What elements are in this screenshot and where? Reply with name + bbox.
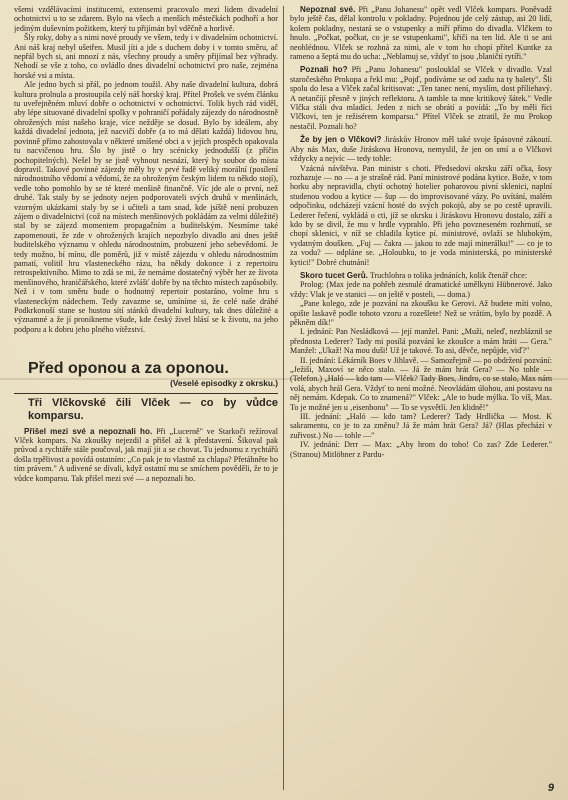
paragraph: II. jednání: Lékárník Boes v Jihlavě. — Samozřejmě — po obdržení pozvání: „Ježiši, Maxoví se něco stalo. — Já že mám hrát Gera? — No tohle — (Telefon.) „Haló — kdo tam — Vlček? Tady Boes, Jindro, co se stalo, Max nám volá, abych hrál Gera. Vždyť to není možné. Neovládám úlohou, ani postavu na něj nemám. Kdepak. Co to znamená?" Vlček: „Ale to bude mýlka. To víš, Max. To je možné jen u ‚eisenbonu" — To se vysvětlí. Jen klidně!" <box>290 355 552 412</box>
article-text: Při „Lucerně" ve Starkoči režíroval Vlček kompars. Na zkoušky nejezdil a přišel až k představení. Šikoval pak průvod a rychtáře stále poučoval, jak mají jít a se chovat. Tu jednomu z rychtářů došla trpělivost a povídá ostatním: „Co pak je to vlastně za chlapa? Přetáhněte ho tím právem." A udivené se dívali, když ostatní mu se smíchem pověděli, že to je vůdce komparsu. Tak přišel mezi své — a nepoznali ho. <box>14 426 278 483</box>
episode-paragraph <box>290 5 552 61</box>
episode-text: Truchlohra o tolika jednáních, kolik čtenář chce: <box>369 270 528 280</box>
episode-lead: Poznali ho? <box>300 65 348 75</box>
article-title: Tři Vlčkovské čili Vlček — co by vůdce komparsu. <box>28 396 278 422</box>
paragraph: Vzácná návštěva. Pan ministr s choti. Předsedoví okrsku září očka, šosy rozhazuje — no — a je strašně rád. Paní ministrové podána kytice. Bože, v tom horku aby nepravidla, chytí ochotný hotelier poharovou pivní sklenici, naplní studenou vodou a kytice — šup — do improvisované vázy. Po uvítání, malém odpočinku, odcházejí vzácní hosté do svých pokojů, aby se po cestě upravili. Lederer řečení, vykládá o cti, jíž se okrsku i Jiráskovu Hronovu dostalo, září a kdo by se divil, že mu v hrdle vyprahlo. Při jeho povzneseném rozhrnutí, se chopí sklenici, v níž se chladila kytice pí. ministrové, ovlaží se hlubokým, vydatným doušken. „Fuj — čakra — jakou to zde mají minerálku!" — co je to za vodu? — odpláne se. „Holoubku, to je voda ministerská, po ministerské kytici!" Dobré chutnání! <box>290 163 552 267</box>
right-column <box>290 5 552 792</box>
paragraph: IV. jednání: Drrr — Max: „Aby hrom do toho! Co zas? Zde Lederer." (Stranou) Mitlöhner z Pardu- <box>290 440 552 459</box>
episode-lead: Že by jen o Vlčkovi? <box>300 135 382 145</box>
section-subheadline: (Veselé episodky z okrsku.) <box>170 378 278 389</box>
paragraph: Prolog: (Max jede na pohřeb zesnulé dramatické umělkyni Hübnerové. Jako vždy: Vlak je ve stanici — on ještě v posteli, — doma.) <box>290 280 552 299</box>
article-paragraph <box>14 427 278 483</box>
episode-lead: Skoro tucet Gerů. <box>300 270 368 280</box>
paragraph: I. jednání: Pan Nesládková — její manžel. Pani: „Muži, neleď, nezbláznil se přednosta Lederer? Tady mi posílá pozvání ke zkoušce a mám hráti — Gera." Manžel: „Ukaž! Na mou duši! Už je takové. To asi, děvče, nepůjde, viď?" <box>290 327 552 356</box>
article-lead: Přišel mezi své a nepoznali ho. <box>24 426 153 436</box>
episode-lead: Nepoznal své. <box>300 5 356 14</box>
episode-paragraph <box>290 135 552 163</box>
paragraph: všemi vzdělávacími institucemi, extensemi pracovalo mezi lidem divadelní ochotnictví u to se zdarem. Bylo na všech a menších městečkách podhoří a hor jediným duševním požitkem, který tu přijímán byl vděčně a horlivě. <box>14 5 278 33</box>
section-rule <box>14 393 278 394</box>
paragraph: Šly roky, doby a s nimi nové proudy ve všem, tedy i v divadelním ochotnictví. Ani náš kraj nebyl ušetřen. Musil jíti a jde s duchem doby i v tomto směru, ač nepřál bych si, ani mnozí z nás, všechny proudy a směry přijímal bez výhrady. Nehodí se vše z toho, co ovládlo dnes divadelní ochotnictví pro naše, zejména horské vsi a místa. <box>14 33 278 80</box>
section-headline: Před oponou a za oponou. <box>28 360 229 378</box>
page-number: 9 <box>547 782 554 794</box>
episode-text: Při „Panu Johanesu" poslouklal se Vlček v divadlo. Vzal staročeského Prokopa a řekl mu: „Pojď, podíváme se od zadu na ty balety". Šli spolu do lesa a Vlček začal kritisovat: „Ten tanec není, myslím, dost příliehavý. A netančíjí přesně v jiných reflektoru. A tamhle ta mne kritikový šátek." Vedle Vlčka stáli dva mladíci. Jeden z nich se obrátí a povídá: „To by měli říci Vlčkovi, ten je režisérem komparsu." Přítel Vlček se ztratil, že mu Prokop nestačil. Poznali ho? <box>290 65 552 131</box>
episode-text: Při „Panu Johanesu" opět vedl Vlček kompars. Poněvadž bylo ještě čas, dělal kontrolu v pokladny. Pojednou jde celý zástup, asi 20 lidí, kolem pokladny, nestará se o vstupenky a míří přímo do divadla. Vlčkem to hnulo. „Počkat, počkat, co je se vstupenkami", křičí na ten lid. Ale ti se ani neohlédnou. Vlček se rozhná za nimi, ale v tom ho chopí přítel Kuntke za rameno a šeptá mu do ucha: „Neblamuj se, vždyť to jsou ‚blaničtí rytíři." <box>290 5 552 62</box>
column-divider <box>283 6 284 790</box>
episode-paragraph <box>290 65 552 131</box>
paragraph: Ale jedno bych si přál, po jednom toužil. Aby naše divadelní kultura, dobrá kultura prolnula a prostoupila celý náš horský kraj. Přítel Prošek ve svém článku tu uveřejněném mluví dobře o ochotnictví v ochotnictví. Tolik bych rád viděl, aby lépe situované divadelní spolky v pohraničí pořádaly zájezdy do národnostně ohrožených míst našeho kraje, více nežděje se dosud. Bylo by ideálem, aby každá divadelní jednota, jež nacvičí dobře (a to má dělati každá) lidovou hru, povinně přímo zahostovala v některé smíšené obci a v jejích prospěch opakovala tu nacvičenou hru. Šlo by jistě o hry scénicky jednodušší (z příčin pochopitelných). Nešel by se jistě vyhnout nesnází, který by soubor do místa dopravil. Takové povinné zájezdy měly by v prvé řadě veliký morální (posílení národnostního vědomí a vědomí, že za ohroženým českým lidem tu někdo stojí), vedle toho pomohlo by se té které menšině finančně. Víc jde ale o první, než druhé. Tak staly by se jednoty nejen podporovateli svých druhů v menšinách, vzorným ukázkami staly by se i učiteli a tam snad, kde jsíště není probuzen zájem o divadelnictví (což na místech menšinových pokládám za velmi důležité) stal by se zájezd momentem propagačním a buditelským. Nesmíme také zapomenouti, že zde v ohrožených krajích nepozbylo divadlo ani dnes ještě buditelského významu v ohledu národnostním, probuzení jeho sebevědomí. Je tedy možno, bí mínu, dle poměrů, již v místě zájezdu v ohledu národnostním pamatí, volitil hru vlasteneckého rázu, ba někdy dokonce i z repertoiru retrospektivního. Mimo to zdá se mi, že nemáme dostatečný výběr her ze života menšinového, hraničářského, které zvlášť dobře by na těchto místech zapůsobily. Než i v tom směru bude o hodnotný repertoir postaráno, volme hru s vlasteneckým nádechem. Tedy zavazme se, umíníme si, že celé naše dráhé Podkrkonoší stane se hustou sítí stánků divadelní kultury, tak dnes důležité a významné a že jí pronikneme všude, kde český živel hlásí se k životu, na jeho podporu a k dobru jeho plného vítězství. <box>14 80 278 334</box>
left-column <box>14 5 278 792</box>
episode-text: Jiráskův Hronov měl také svoje špásovné zákoutí. Aby nás Max, duše Jiráskova Hronova, nemyslil, že jen on smí a o Vlčkovi vždycky a nejvíc — tedy tohle: <box>290 135 552 164</box>
episode-paragraph <box>290 271 552 280</box>
paragraph: „Pane kolego, zde je pozvání na zkoušku ke Gerovi. Až budete míti volno, opište laskavě podle tohoto vzoru a rozešlete! Než se vrátím, bylo by pozdě. A pěkněm dík!" <box>290 299 552 327</box>
paragraph: III. jednání: „Haló — kdo tam? Lederer? Tady Hrdlička — Most. K sakramentu, co je to za změnu? Já že mám hrát Gera? Já? (Hlas přechází v zuřivost.) No — tohle —" <box>290 412 552 440</box>
